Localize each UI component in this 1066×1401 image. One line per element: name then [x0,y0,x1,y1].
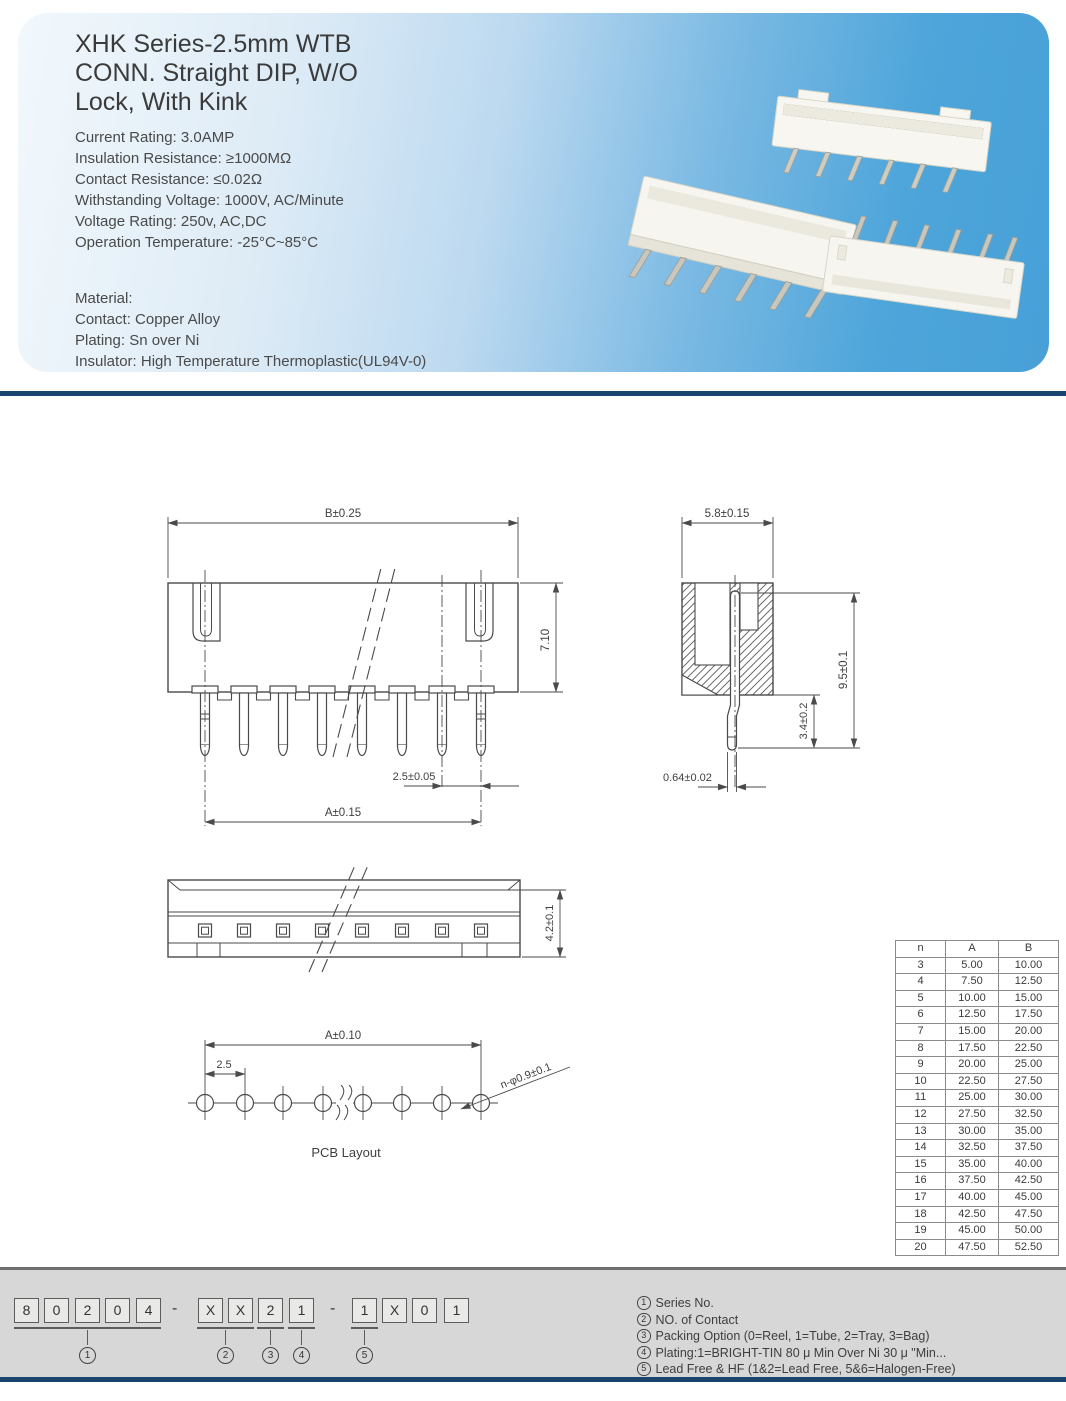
dim-label-side-height: 9.5±0.1 [838,650,850,690]
front-view-drawing [168,508,563,826]
product-photo [628,48,1040,348]
pn-callout-1: 1 [79,1347,96,1364]
divider-rule [0,391,1066,396]
table-cell: 32.50 [999,1106,1059,1123]
table-row [896,1023,1059,1040]
pn-box: 1 [352,1298,377,1323]
table-cell: 27.50 [999,1073,1059,1090]
legend-num-icon: 4 [637,1346,651,1360]
material-line: Insulator: High Temperature Thermoplastic(UL94V-0) [75,353,427,370]
table-cell: 45.00 [946,1223,999,1240]
pn-box: 4 [136,1298,161,1323]
dim-label-bottom-height: 4.2±0.1 [544,904,556,942]
table-cell: 17.50 [946,1040,999,1057]
table-cell: 10.00 [999,957,1059,974]
table-cell: 17.50 [999,1007,1059,1024]
table-cell: 27.50 [946,1106,999,1123]
pcb-caption: PCB Layout [311,1145,381,1160]
page-title [75,30,358,117]
table-cell: 15.00 [999,990,1059,1007]
table-cell: 19 [896,1223,946,1240]
table-cell: 30.00 [999,1090,1059,1107]
table-cell: 12.50 [999,974,1059,991]
pn-callout-4: 4 [293,1347,310,1364]
pn-box: 2 [75,1298,100,1323]
pn-box: 0 [44,1298,69,1323]
table-cell: 6 [896,1007,946,1024]
table-cell: 20.00 [999,1023,1059,1040]
dim-label-front-a: A±0.15 [324,807,362,819]
legend-text: Series No. [655,1296,714,1310]
table-cell: 12 [896,1106,946,1123]
table-row [896,1073,1059,1090]
pn-box: 8 [14,1298,39,1323]
pn-callout-line [225,1330,226,1345]
legend-num-icon: 1 [637,1296,651,1310]
dim-label-front-height: 7.10 [540,628,552,652]
table-cell: 16 [896,1173,946,1190]
pn-box: 2 [258,1298,283,1323]
pn-callout-2: 2 [217,1347,234,1364]
material-line: Plating: Sn over Ni [75,332,200,349]
table-header-a: A [946,941,999,958]
bottom-view-drawing [168,863,566,972]
table-cell: 20.00 [946,1057,999,1074]
dimension-table [895,940,1059,1256]
spec-line: Current Rating: 3.0AMP [75,129,235,146]
table-row [896,1189,1059,1206]
pn-box: X [228,1298,253,1323]
table-cell: 12.50 [946,1007,999,1024]
table-cell: 20 [896,1239,946,1256]
pn-box: X [198,1298,223,1323]
spec-line: Contact Resistance: ≤0.02Ω [75,171,263,188]
legend-text: NO. of Contact [655,1312,739,1327]
table-cell: 17 [896,1189,946,1206]
table-cell: 7.50 [946,974,999,991]
spec-list [75,127,344,253]
dim-label-side-tail: 3.4±0.2 [798,702,810,740]
table-cell: 47.50 [946,1239,999,1256]
table-cell: 7 [896,1023,946,1040]
table-cell: 30.00 [946,1123,999,1140]
legend-row [637,1346,956,1360]
pn-box: X [382,1298,407,1323]
pn-callout-3: 3 [262,1347,279,1364]
spec-line: Voltage Rating: 250v, AC,DC [75,213,267,230]
legend-num-icon: 5 [637,1362,651,1376]
table-cell: 9 [896,1057,946,1074]
dim-label-pcb-hole: n-φ0.9±0.1 [498,1061,554,1092]
page-title-line: XHK Series-2.5mm WTB [75,30,352,58]
pn-callout-5: 5 [356,1347,373,1364]
table-row [896,990,1059,1007]
table-row [896,1090,1059,1107]
table-row [896,1239,1059,1256]
table-cell: 32.50 [946,1140,999,1157]
table-cell: 37.50 [946,1173,999,1190]
legend-num-icon: 2 [637,1313,651,1327]
legend-row [637,1296,956,1310]
table-cell: 15 [896,1156,946,1173]
pn-callout-line [364,1330,365,1345]
table-row [896,1223,1059,1240]
pn-underline [257,1327,284,1329]
table-cell: 40.00 [946,1189,999,1206]
pn-callout-line [87,1330,88,1345]
pn-box: 0 [412,1298,437,1323]
table-cell: 22.50 [946,1073,999,1090]
pn-underline [14,1327,161,1329]
pn-callout-line [301,1330,302,1345]
pcb-layout-drawing [188,1030,570,1160]
table-cell: 37.50 [999,1140,1059,1157]
table-row [896,1057,1059,1074]
table-cell: 40.00 [999,1156,1059,1173]
table-cell: 25.00 [946,1090,999,1107]
table-row [896,957,1059,974]
page-title-line: CONN. Straight DIP, W/O [75,59,358,87]
table-cell: 25.00 [999,1057,1059,1074]
table-cell: 42.50 [946,1206,999,1223]
pn-underline [351,1327,378,1329]
legend-text: Lead Free & HF (1&2=Lead Free, 5&6=Halogen-Free) [655,1362,956,1376]
table-row [896,1106,1059,1123]
pn-box: 0 [105,1298,130,1323]
table-cell: 5 [896,990,946,1007]
table-cell: 18 [896,1206,946,1223]
table-row [896,1206,1059,1223]
table-row [896,1040,1059,1057]
table-row [896,974,1059,991]
table-cell: 8 [896,1040,946,1057]
table-cell: 3 [896,957,946,974]
table-cell: 47.50 [999,1206,1059,1223]
table-cell: 5.00 [946,957,999,974]
dim-table-body [896,957,1059,1256]
pn-box: 1 [289,1298,314,1323]
table-header-row [896,941,1059,958]
page-title-line: Lock, With Kink [75,88,248,116]
table-cell: 52.50 [999,1239,1059,1256]
table-cell: 11 [896,1090,946,1107]
table-cell: 50.00 [999,1223,1059,1240]
material-list [75,288,426,372]
spec-line: Operation Temperature: -25°C~85°C [75,234,319,251]
table-cell: 14 [896,1140,946,1157]
table-cell: 10.00 [946,990,999,1007]
table-row [896,1173,1059,1190]
pn-underline [197,1327,254,1329]
table-cell: 45.00 [999,1189,1059,1206]
table-row [896,1156,1059,1173]
table-row [896,1123,1059,1140]
legend-row [637,1313,956,1327]
dim-label-pcb-span: A±0.10 [324,1030,362,1042]
material-line: Contact: Copper Alloy [75,311,221,328]
dim-label-side-pin: 0.64±0.02 [663,772,712,784]
table-cell: 13 [896,1123,946,1140]
pn-callout-line [270,1330,271,1345]
side-view-drawing [663,508,860,792]
legend-text: Plating:1=BRIGHT-TIN 80 μ Min Over Ni 30 μ "Min... [655,1345,947,1360]
spec-line: Withstanding Voltage: 1000V, AC/Minute [75,192,344,209]
legend-num-icon: 3 [637,1329,651,1343]
table-cell: 4 [896,974,946,991]
table-cell: 22.50 [999,1040,1059,1057]
hero-panel [18,13,1049,372]
pn-separator: - [172,1300,178,1317]
dim-label-pcb-pitch: 2.5 [216,1059,232,1071]
pn-separator: - [330,1300,336,1317]
table-header-n: n [896,941,946,958]
legend-row [637,1329,956,1343]
table-cell: 15.00 [946,1023,999,1040]
dim-label-side-width: 5.8±0.15 [704,508,750,520]
table-header-b: B [999,941,1059,958]
table-row [896,1140,1059,1157]
material-line: Material: [75,290,133,307]
dim-label-front-b: B±0.25 [324,508,362,520]
legend-text: Packing Option (0=Reel, 1=Tube, 2=Tray, 3=Bag) [655,1329,930,1343]
pn-box: 1 [444,1298,469,1323]
table-cell: 35.00 [999,1123,1059,1140]
table-cell: 42.50 [999,1173,1059,1190]
table-cell: 10 [896,1073,946,1090]
dim-label-front-pitch: 2.5±0.05 [392,771,436,783]
table-row [896,1007,1059,1024]
legend-row [637,1362,956,1376]
table-cell: 35.00 [946,1156,999,1173]
pn-legend [637,1296,956,1376]
spec-line: Insulation Resistance: ≥1000MΩ [75,150,292,167]
pn-underline [288,1327,315,1329]
